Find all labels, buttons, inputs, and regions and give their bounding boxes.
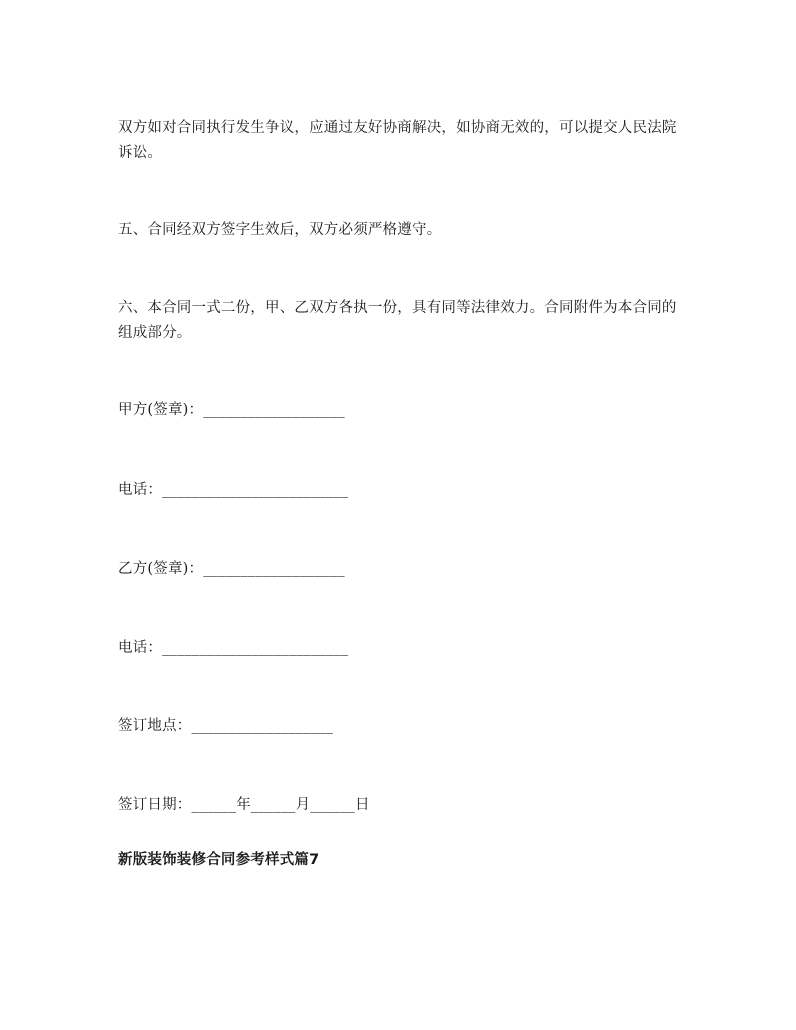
party-a-signature-line: 甲方(签章)：___________________ [118, 402, 345, 418]
party-b-signature-line: 乙方(签章)：___________________ [118, 561, 345, 577]
clause-five: 五、合同经双方签字生效后，双方必须严格遵守。 [118, 222, 442, 238]
party-b-phone-line: 电话：_________________________ [118, 640, 349, 656]
signing-date-line: 签订日期：______年______月______日 [118, 797, 370, 813]
signing-place-line: 签订地点：___________________ [118, 718, 334, 734]
clause-six: 六、本合同一式二份，甲、乙双方各执一份，具有同等法律效力。合同附件为本合同的组成部分。 [118, 300, 677, 341]
party-a-phone-line: 电话：_________________________ [118, 482, 349, 498]
section-heading: 新版装饰装修合同参考样式篇7 [118, 852, 320, 868]
dispute-paragraph: 双方如对合同执行发生争议，应通过友好协商解决，如协商无效的，可以提交人民法院诉讼。 [118, 120, 677, 161]
